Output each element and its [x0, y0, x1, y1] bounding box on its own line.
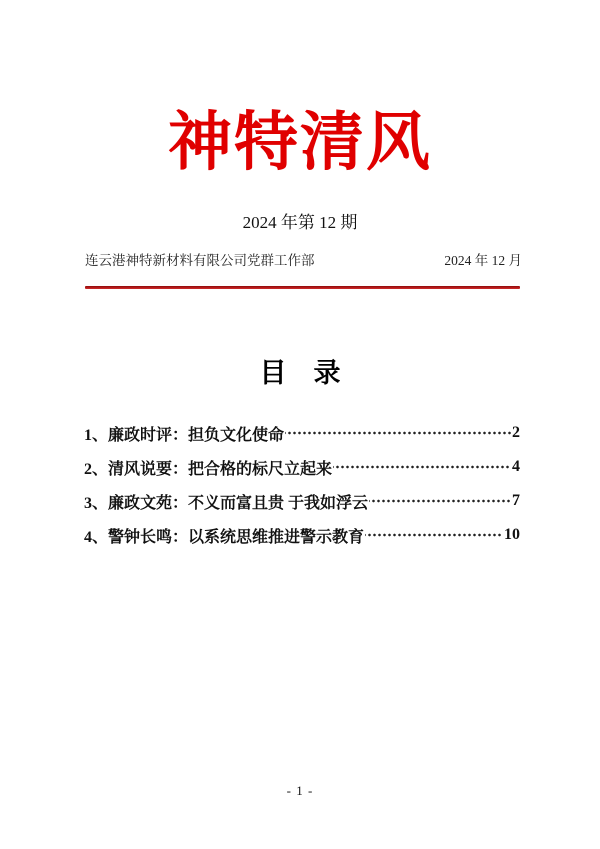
- toc-item-title: 3、廉政文苑：不义而富且贵 于我如浮云: [84, 494, 369, 512]
- newsletter-title: 神特清风: [168, 107, 432, 178]
- toc-item: [84, 450, 520, 484]
- toc-heading: 目 录: [259, 358, 341, 388]
- toc-item-title: 4、警钟长鸣：以系统思维推进警示教育: [84, 528, 365, 546]
- dot-leader: [285, 425, 511, 441]
- toc-item: [84, 484, 520, 518]
- toc-item-title: 1、廉政时评：担负文化使命: [84, 426, 285, 444]
- publisher-name: 连云港神特新材料有限公司党群工作部: [85, 253, 315, 268]
- publish-date: 2024 年 12 月: [444, 253, 522, 268]
- divider-rule: [85, 286, 520, 289]
- dot-leader: [333, 459, 511, 475]
- publisher-row: [85, 249, 522, 269]
- toc-item-title: 2、清风说要：把合格的标尺立起来: [84, 460, 333, 478]
- toc-item: [84, 518, 520, 552]
- toc-item-page: 7: [512, 492, 520, 509]
- toc-item-page: 2: [512, 424, 520, 441]
- page-number: - 1 -: [286, 783, 314, 798]
- dot-leader: [365, 527, 503, 543]
- toc-list: [84, 416, 520, 552]
- toc-item-page: 4: [512, 458, 520, 475]
- dot-leader: [369, 493, 511, 509]
- issue-number: 2024 年第 12 期: [242, 213, 358, 232]
- toc-item-page: 10: [504, 526, 520, 543]
- toc-item: [84, 416, 520, 450]
